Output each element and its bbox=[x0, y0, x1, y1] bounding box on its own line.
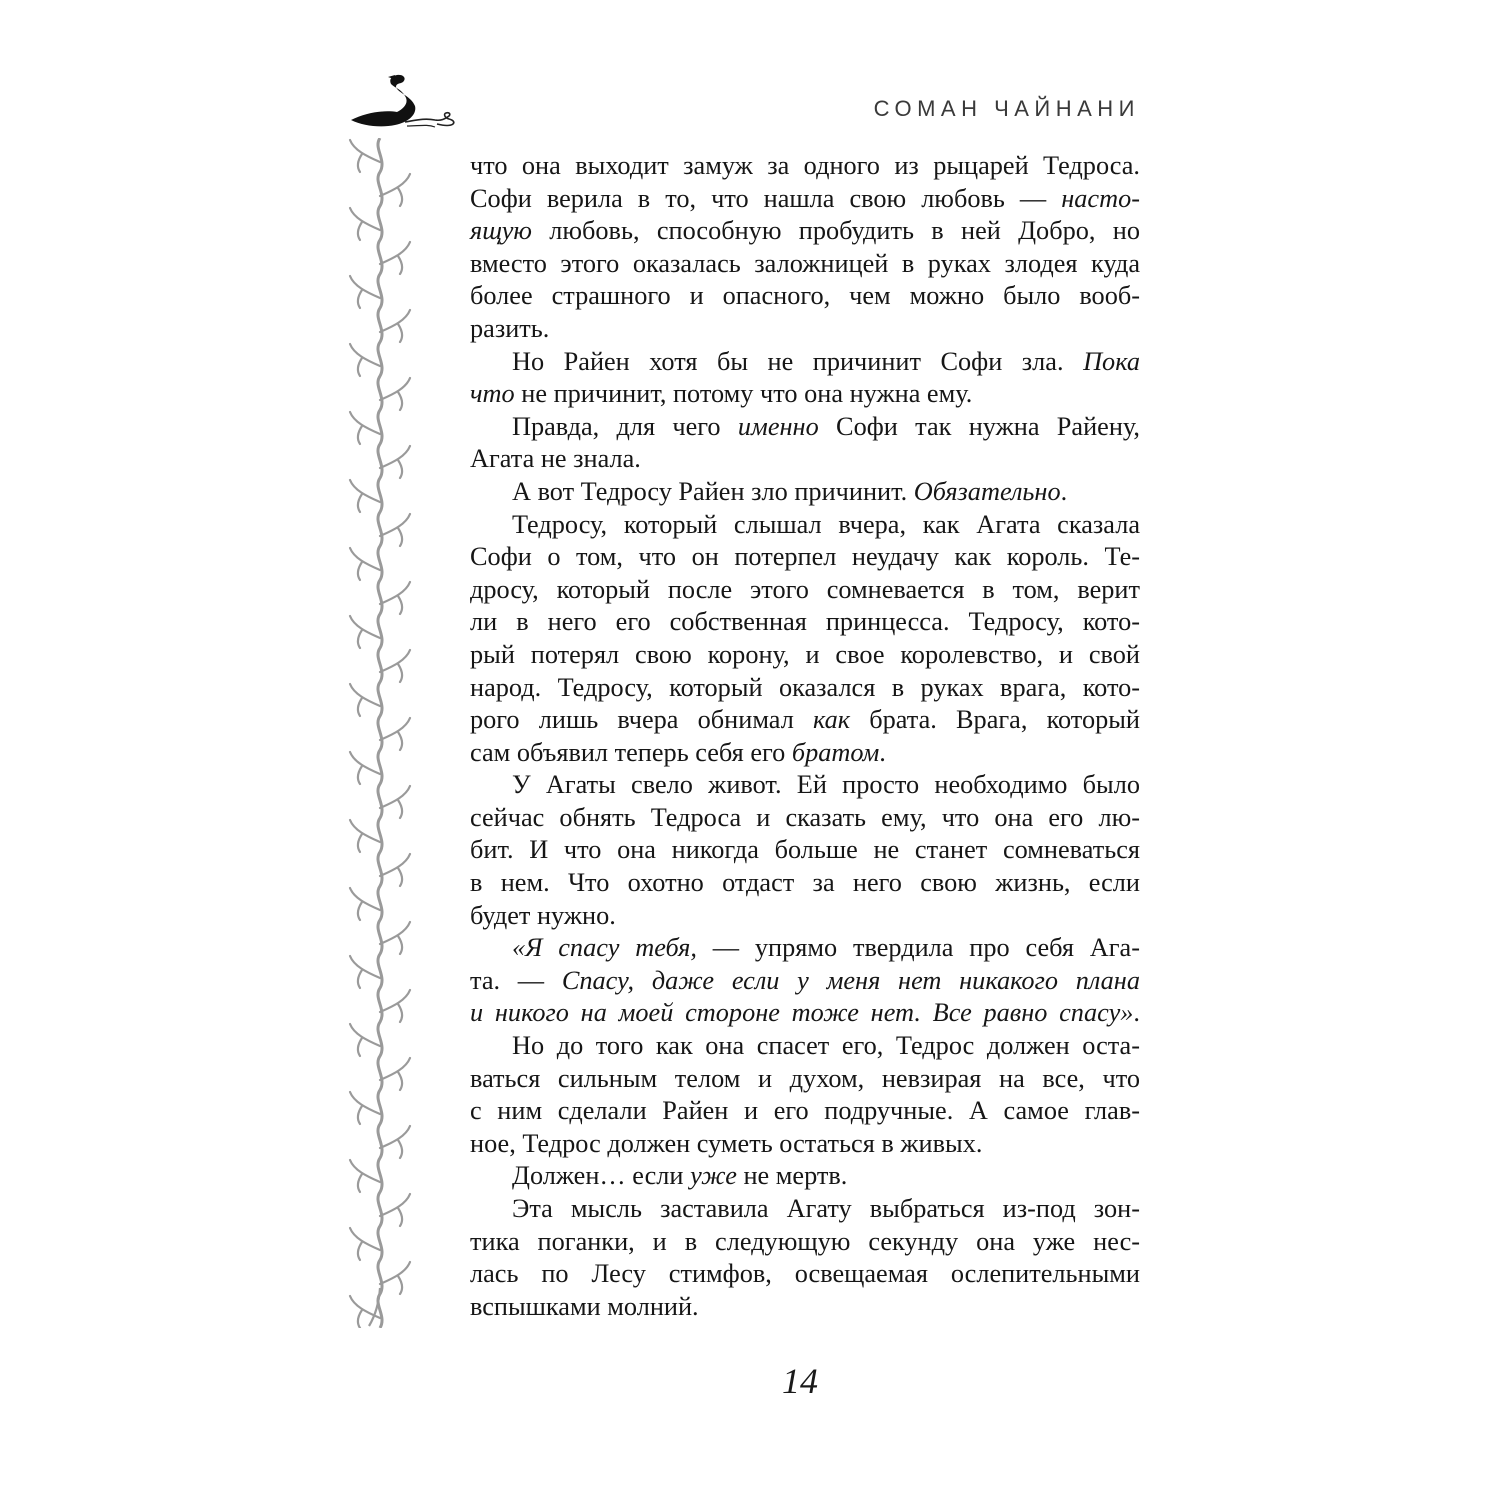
text-run: Должен… если bbox=[512, 1161, 691, 1191]
text-line bbox=[470, 932, 1140, 965]
text-line bbox=[470, 1226, 1140, 1259]
text-run: Софи верила в то, что нашла свою любовь — bbox=[470, 183, 1062, 213]
text-line bbox=[470, 1291, 1140, 1324]
text-run: та. — bbox=[470, 965, 562, 995]
page-number: 14 bbox=[782, 1361, 818, 1401]
text-line bbox=[470, 1030, 1140, 1063]
text-line bbox=[470, 802, 1140, 835]
text-line bbox=[470, 997, 1140, 1030]
text-line bbox=[470, 476, 1140, 509]
text-line bbox=[470, 183, 1140, 216]
italic-text: Обязательно bbox=[913, 476, 1061, 506]
text-line bbox=[470, 900, 1140, 933]
text-run: рого лишь вчера обнимал bbox=[470, 705, 813, 735]
text-line bbox=[470, 509, 1140, 542]
text-run: бит. И что она никогда больше не станет сомневаться bbox=[470, 835, 1140, 865]
italic-text: именно bbox=[737, 411, 819, 441]
text-line bbox=[470, 411, 1140, 444]
text-run: не причинит, потому что она нужна ему. bbox=[514, 379, 973, 409]
italic-text: и никого на моей стороне тоже нет. Все равно спасу» bbox=[470, 998, 1134, 1028]
text-run: — упрямо твердила про себя Ага- bbox=[696, 933, 1140, 963]
text-run: Тедросу, который слышал вчера, как Агата сказала bbox=[512, 509, 1140, 539]
italic-text: Пока bbox=[1083, 346, 1140, 376]
text-line bbox=[470, 150, 1140, 183]
text-run: сам объявил теперь себя его bbox=[470, 737, 792, 767]
text-line bbox=[470, 313, 1140, 346]
italic-text: ящую bbox=[470, 216, 532, 246]
text-run: народ. Тедросу, который оказался в руках врага, кото- bbox=[470, 672, 1140, 702]
text-run: что она выходит замуж за одного из рыцарей Тедроса. bbox=[470, 151, 1140, 180]
text-run: будет нужно. bbox=[470, 900, 616, 930]
text-line bbox=[470, 541, 1140, 574]
text-line bbox=[470, 606, 1140, 639]
text-run: Эта мысль заставила Агату выбраться из-под зон- bbox=[512, 1194, 1140, 1223]
text-line bbox=[470, 1063, 1140, 1096]
text-line bbox=[470, 1128, 1140, 1161]
text-line bbox=[470, 378, 1140, 411]
text-line bbox=[470, 639, 1140, 672]
text-line bbox=[470, 280, 1140, 313]
text-run: А вот Тедросу Райен зло причинит. bbox=[512, 476, 914, 506]
text-run: лась по Лесу стимфов, освещаемая ослепительными bbox=[470, 1259, 1140, 1289]
text-run: Софи о том, что он потерпел неудачу как король. Те- bbox=[470, 542, 1140, 572]
italic-text: уже bbox=[690, 1161, 737, 1191]
text-line bbox=[470, 704, 1140, 737]
text-line bbox=[470, 248, 1140, 281]
text-line bbox=[470, 1095, 1140, 1128]
text-run: разить. bbox=[470, 313, 550, 343]
text-line bbox=[470, 867, 1140, 900]
italic-text: как bbox=[812, 705, 851, 735]
text-line bbox=[470, 834, 1140, 867]
swan-icon bbox=[345, 72, 457, 134]
text-run: Но Райен хотя бы не причинит Софи зла. bbox=[512, 346, 1084, 376]
text-run: в нем. Что охотно отдаст за него свою жизнь, если bbox=[470, 868, 1140, 898]
text-line bbox=[470, 215, 1140, 248]
text-run: ное, Тедрос должен суметь остаться в живых. bbox=[470, 1128, 983, 1158]
text-line bbox=[470, 1258, 1140, 1291]
thorny-vine-icon bbox=[345, 138, 415, 1328]
text-run: рый потерял свою корону, и свое королевство, и свой bbox=[470, 639, 1140, 669]
text-line bbox=[470, 672, 1140, 705]
body-text bbox=[470, 150, 1140, 1323]
text-line bbox=[470, 769, 1140, 802]
text-run: ли в него его собственная принцесса. Тедросу, кото- bbox=[470, 607, 1140, 637]
text-line bbox=[470, 574, 1140, 607]
text-run: вместо этого оказалась заложницей в руках злодея куда bbox=[470, 248, 1140, 278]
text-line bbox=[470, 1160, 1140, 1193]
text-run: Агата не знала. bbox=[470, 444, 641, 474]
text-run: . bbox=[1133, 998, 1140, 1028]
italic-text: «Я спасу тебя, bbox=[512, 933, 697, 963]
text-run: сейчас обнять Тедроса и сказать ему, что она его лю- bbox=[470, 802, 1140, 832]
italic-text: Спасу, даже если у меня нет никакого плана bbox=[561, 965, 1140, 995]
text-line bbox=[470, 965, 1140, 998]
text-line bbox=[470, 346, 1140, 379]
text-run: не мертв. bbox=[736, 1161, 848, 1191]
italic-text: что bbox=[470, 379, 515, 409]
text-run: более страшного и опасного, чем можно было вооб- bbox=[470, 281, 1140, 311]
text-run: Правда, для чего bbox=[512, 411, 738, 441]
text-run: . bbox=[879, 737, 886, 767]
italic-text: насто- bbox=[1061, 183, 1140, 213]
text-run: Софи так нужна Райену, bbox=[818, 411, 1140, 441]
text-run: с ним сделали Райен и его подручные. А самое глав- bbox=[470, 1096, 1140, 1126]
running-head-author: СОМАН ЧАЙНАНИ bbox=[873, 96, 1140, 121]
text-run: У Агаты свело живот. Ей просто необходимо было bbox=[512, 770, 1140, 800]
text-run: вспышками молний. bbox=[470, 1291, 699, 1321]
text-run: брата. Врага, который bbox=[850, 705, 1140, 735]
text-run: . bbox=[1060, 476, 1068, 506]
text-run: любовь, способную пробудить в ней Добро, но bbox=[531, 216, 1140, 246]
text-run: тика поганки, и в следующую секунду она уже нес- bbox=[470, 1226, 1140, 1256]
text-run: дросу, который после этого сомневается в том, верит bbox=[470, 574, 1140, 604]
text-line bbox=[470, 443, 1140, 476]
italic-text: братом bbox=[791, 737, 880, 767]
text-line bbox=[470, 1193, 1140, 1226]
text-run: Но до того как она спасет его, Тедрос должен оста- bbox=[512, 1031, 1140, 1061]
text-line bbox=[470, 737, 1140, 770]
text-run: ваться сильным телом и духом, невзирая на все, что bbox=[470, 1063, 1140, 1093]
